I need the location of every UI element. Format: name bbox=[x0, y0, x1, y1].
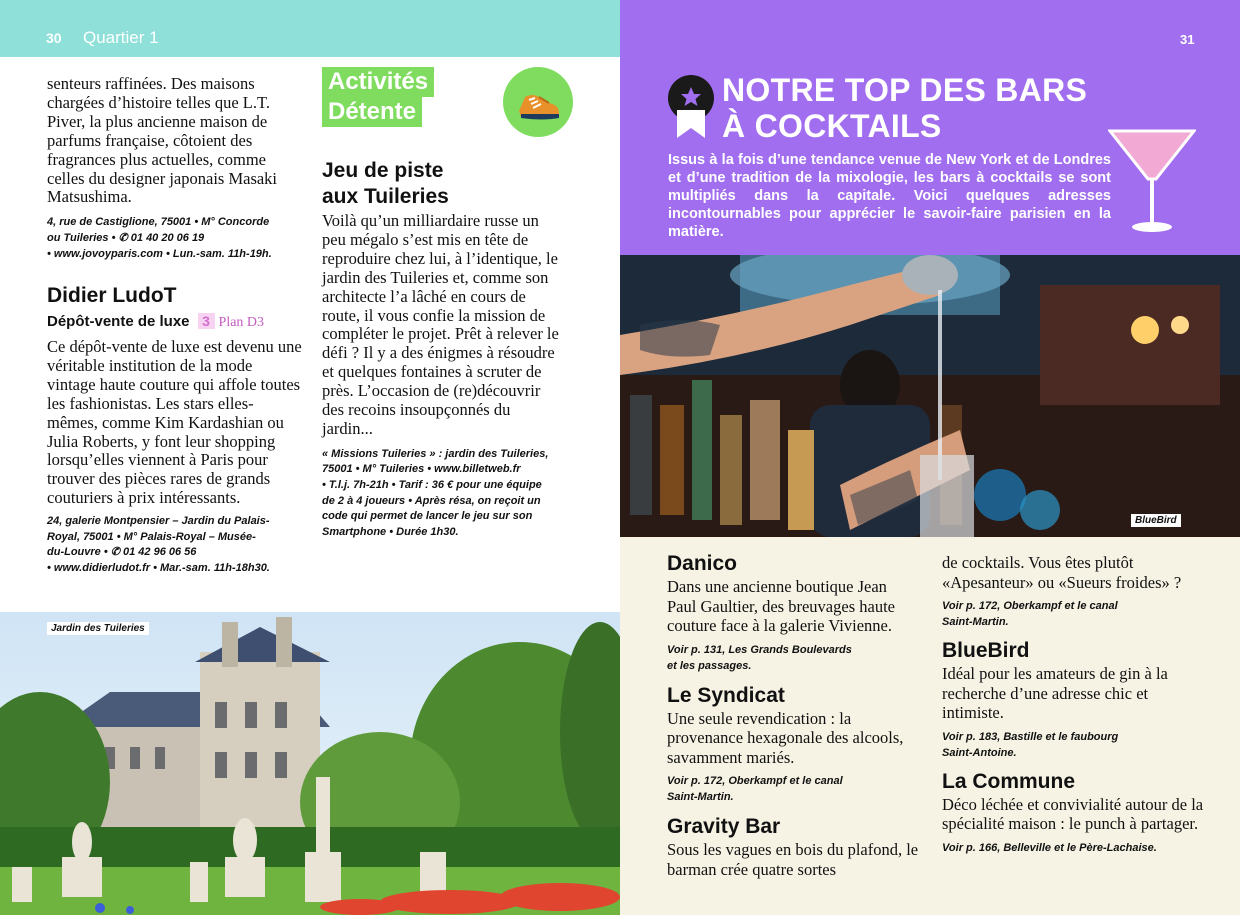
bar-reference bbox=[942, 598, 1212, 630]
bar-description: Dans une ancienne boutique Jean Paul Gaultier, des breuvages haute couture face à la galerie Vivienne. bbox=[667, 577, 895, 635]
info-line: « Missions Tuileries » : jardin des Tuileries, bbox=[322, 447, 549, 460]
info-line: de 2 à 4 joueurs • Après résa, on reçoit un bbox=[322, 494, 541, 507]
section-title: Quartier 1 bbox=[83, 28, 159, 47]
bar-reference bbox=[942, 729, 1212, 761]
page-number: 31 bbox=[1180, 32, 1195, 47]
tag-line: Détente bbox=[322, 97, 422, 127]
bar-name: Le Syndicat bbox=[667, 683, 785, 707]
intro-paragraph: Issus à la fois d’une tendance venue de New York et de Londres et d’une tradition de la mixologie, les bars à cocktails se sont multipliés dans la capitale. Voici quelques adresses incontournables pour apprécier le savoir-faire parisien en la matière. bbox=[668, 152, 1111, 240]
bookmark-icon bbox=[675, 110, 707, 140]
ref-line: Voir p. 183, Bastille et le faubourg bbox=[942, 730, 1119, 743]
bar-name: La Commune bbox=[942, 769, 1076, 793]
info-line: • T.l.j. 7h-21h • Tarif : 36 € pour une équipe bbox=[322, 479, 542, 492]
activite-title-line: aux Tuileries bbox=[322, 185, 449, 208]
bar-entry-danico bbox=[667, 551, 919, 674]
didier-paragraph: Ce dépôt-vente de luxe est devenu une véritable institution de la mode vintage haute couture qui affole toutes les fashionistas. Les stars elles-mêmes, comme Kim Kardashian ou Julia Roberts, y font leur shopping lorsqu’elles viennent à Paris pour trouver des pièces rares de grands couturiers à prix intéressants. bbox=[47, 337, 302, 508]
bar-description: Idéal pour les amateurs de gin à la recherche d’une adresse chic et intimiste. bbox=[942, 664, 1168, 722]
activites-tag bbox=[322, 67, 434, 127]
ref-line: Voir p. 166, Belleville et le Père-Lachaise. bbox=[942, 841, 1157, 854]
bar-reference bbox=[942, 840, 1212, 856]
bar-reference bbox=[667, 642, 919, 674]
didier-subtitle: Dépôt-vente de luxe bbox=[47, 313, 190, 330]
cocktail-glass-icon bbox=[1108, 127, 1196, 235]
ref-line: Saint-Martin. bbox=[667, 791, 734, 803]
page-title bbox=[722, 72, 1087, 144]
bar-description: Sous les vagues en bois du plafond, le barman crée quatre sortes bbox=[667, 840, 919, 879]
bar-entry-gravity-bar bbox=[667, 814, 919, 879]
info-line: 75001 • M° Tuileries • www.billetweb.fr bbox=[322, 463, 521, 476]
bar-entry-le-syndicat bbox=[667, 683, 919, 806]
photo-caption: Jardin des Tuileries bbox=[47, 622, 149, 635]
plan-label: Plan D3 bbox=[218, 315, 265, 330]
title-line: À COCKTAILS bbox=[722, 108, 942, 144]
bar-name: Danico bbox=[667, 552, 738, 575]
title-line: NOTRE TOP DES BARS bbox=[722, 72, 1088, 108]
info-line: 24, galerie Montpensier – Jardin du Palais- bbox=[47, 515, 270, 528]
info-line: du-Louvre • ✆ 01 42 96 06 56 bbox=[47, 546, 197, 559]
left-page-header bbox=[0, 0, 620, 57]
activites-entry bbox=[322, 158, 562, 540]
tag-line: Activités bbox=[322, 67, 434, 97]
bluebird-photo bbox=[620, 255, 1240, 537]
info-line: • www.jovoyparis.com • Lun.-sam. 11h-19h. bbox=[47, 247, 272, 260]
info-line: • www.didierludot.fr • Mar.-sam. 11h-18h30. bbox=[47, 561, 270, 574]
activite-title-line: Jeu de piste bbox=[322, 159, 444, 182]
info-line: Smartphone • Durée 1h30. bbox=[322, 525, 459, 538]
sneaker-icon bbox=[503, 67, 573, 137]
ref-line: et les passages. bbox=[667, 659, 752, 672]
info-line: 4, rue de Castiglione, 75001 • M° Concorde bbox=[47, 216, 270, 229]
ref-line: Voir p. 172, Oberkampf et le canal bbox=[942, 600, 1118, 612]
bar-entry-bluebird bbox=[942, 638, 1212, 761]
bar-entry-la-commune bbox=[942, 769, 1212, 856]
jovoy-paragraph: senteurs raffinées. Des maisons chargées d’histoire telles que L.T. Piver, la plus ancienne maison de parfums française, côtoient des fragrances plus actuelles, comme celles du designer japonais Masaki Matsushima. bbox=[47, 74, 278, 207]
bar-name: BlueBird bbox=[942, 639, 1030, 662]
info-line: ou Tuileries • ✆ 01 40 20 06 19 bbox=[47, 231, 205, 244]
plan-badge: 3 bbox=[198, 313, 215, 329]
info-line: Royal, 75001 • M° Palais-Royal – Musée- bbox=[47, 530, 256, 543]
tuileries-photo bbox=[0, 612, 620, 915]
photo-caption: BlueBird bbox=[1131, 514, 1181, 527]
didier-title: Didier LudoT bbox=[47, 284, 177, 307]
ref-line: Voir p. 131, Les Grands Boulevards bbox=[667, 643, 852, 656]
didier-info bbox=[47, 514, 302, 576]
bar-description: Déco léchée et convivialité autour de la spécialité maison : le punch à partager. bbox=[942, 794, 1204, 833]
jovoy-info bbox=[47, 215, 302, 262]
bar-reference bbox=[667, 773, 919, 805]
ref-line: Saint-Martin. bbox=[942, 616, 1009, 628]
bar-name: Gravity Bar bbox=[667, 815, 781, 838]
activite-info bbox=[322, 447, 562, 541]
ref-line: Saint-Antoine. bbox=[942, 746, 1017, 759]
bars-column-right bbox=[942, 553, 1212, 856]
gravity-bar-continued: de cocktails. Vous êtes plutôt «Apesanteur» ou «Sueurs froides» ? bbox=[942, 553, 1182, 592]
info-line: code qui permet de lancer le jeu sur son bbox=[322, 510, 533, 523]
ref-line: Voir p. 172, Oberkampf et le canal bbox=[667, 775, 843, 787]
bar-description: Une seule revendication : la provenance hexagonale des alcools, savamment mariés. bbox=[667, 708, 904, 767]
jovoy-entry bbox=[47, 75, 302, 262]
didier-entry bbox=[47, 283, 302, 577]
bars-column-left bbox=[667, 551, 919, 879]
page-number: 30 bbox=[46, 30, 62, 46]
activite-paragraph: Voilà qu’un milliardaire russe un peu mégalo s’est mis en tête de reproduire chez lui, à l’identique, le jardin des Tuileries et, comme son architecte l’a lâché en cours de route, il vous confie la mission de compléter le projet. Prêt à relever le défi ? Il y a des énigmes à résoudre et quelques fontaines à scruter de près. L’occasion de (re)découvrir des recoins insoupçonnés du jardin... bbox=[322, 211, 559, 438]
